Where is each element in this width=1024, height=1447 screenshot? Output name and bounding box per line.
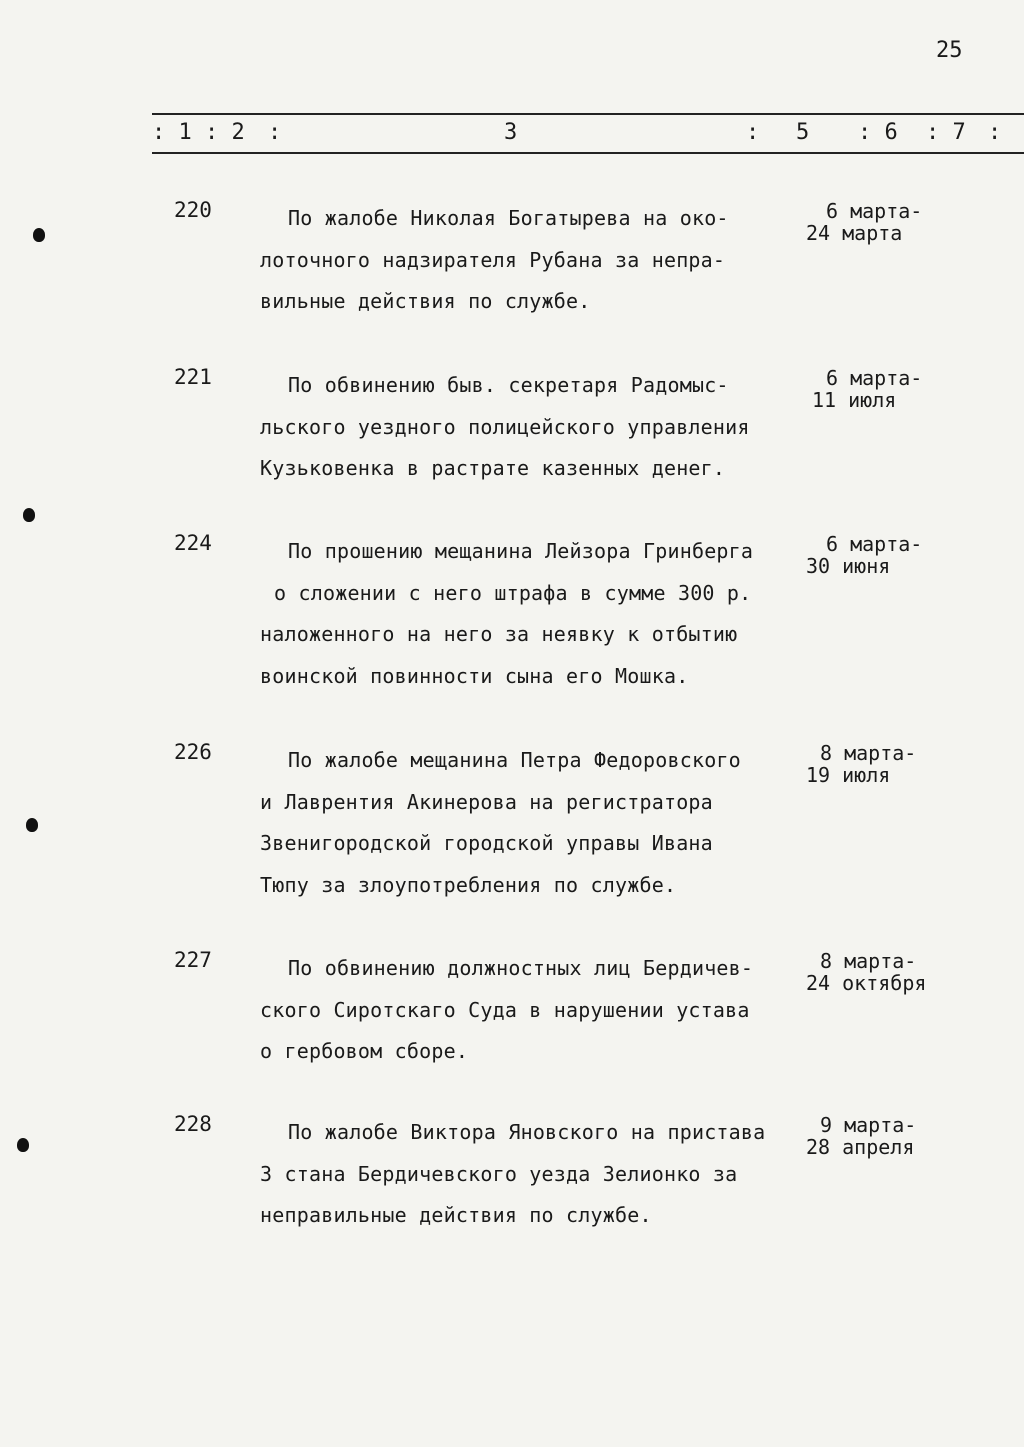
record-number: 224 [174,531,212,555]
record-text-line: лоточного надзирателя Рубана за непра- [260,247,726,272]
record-description [260,531,800,697]
record-text-line: По жалобе Николая Богатырева на око- [288,206,729,230]
header-separator: : [746,120,760,145]
record-dates [806,533,966,577]
date-end: 28 апреля [806,1135,915,1159]
record-dates [806,200,966,244]
record-text-line: По жалобе Виктора Яновского на пристава [288,1120,766,1144]
record-number: 220 [174,198,212,222]
record-description [260,948,800,1073]
record-dates [806,742,966,786]
record-text-line: 3 стана Бердичевского уезда Зелионко за [260,1161,738,1186]
date-start: 8 марта- [820,741,917,765]
record-description [260,365,800,490]
header-col-7: : 7 [926,120,966,145]
record-text-line: неправильные действия по службе. [260,1203,652,1227]
record-text-line: льского уездного полицейского управления [260,414,750,439]
date-start: 9 марта- [820,1113,917,1137]
record-text-line: Тюпу за злоупотребления по службе. [260,872,677,897]
date-end: 24 октября [806,971,927,995]
record-number: 226 [174,740,212,764]
header-col-3: 3 [504,120,518,145]
record-text-line: По обвинению быв. секретаря Радомыс- [288,373,729,397]
record-text-line: Кузьковенка в растрате казенных денег. [260,456,726,480]
header-col-5: 5 [796,120,810,145]
record-text-line: о гербовом сборе. [260,1039,469,1063]
record-text-line: По обвинению должностных лиц Бердичев- [288,956,754,980]
punch-hole [17,1138,29,1152]
punch-hole [23,508,35,522]
header-col-1-2: : 1 : 2 [152,120,245,145]
record-text-line: и Лаврентия Акинерова на регистратора [260,789,713,814]
record-text-line: По прошению мещанина Лейзора Гринберга [288,539,754,563]
page-number: 25 [936,38,963,63]
record-dates [806,367,966,411]
record-text-line: ского Сиротскаго Суда в нарушении устава [260,997,750,1022]
record-text-line: наложенного на него за неявку к отбытию [260,622,738,646]
record-number: 227 [174,948,212,972]
date-start: 6 марта- [826,366,923,390]
record-number: 228 [174,1112,212,1136]
record-dates [806,950,966,994]
record-dates [806,1114,966,1158]
column-header-row [0,120,1024,150]
punch-hole [33,228,45,242]
date-start: 8 марта- [820,949,917,973]
record-text-line: о сложении с него штрафа в сумме 300 р. [274,580,752,605]
record-text-line: вильные действия по службе. [260,289,591,313]
record-text-line: Звенигородской городской управы Ивана [260,831,713,855]
record-description [260,1112,800,1237]
record-description [260,740,800,906]
date-end: 30 июня [806,554,891,578]
header-col-6: : 6 [858,120,898,145]
header-separator: : [268,120,282,145]
record-number: 221 [174,365,212,389]
date-end: 19 июля [806,763,891,787]
header-separator: : [988,120,1002,145]
date-start: 6 марта- [826,199,923,223]
punch-hole [26,818,38,832]
header-top-rule [152,113,1024,115]
date-end: 11 июля [812,388,897,412]
record-text-line: По жалобе мещанина Петра Федоровского [288,748,741,772]
record-text-line: воинской повинности сына его Мошка. [260,663,689,688]
header-bottom-rule [152,152,1024,154]
date-start: 6 марта- [826,532,923,556]
date-end: 24 марта [806,221,903,245]
record-description [260,198,800,323]
